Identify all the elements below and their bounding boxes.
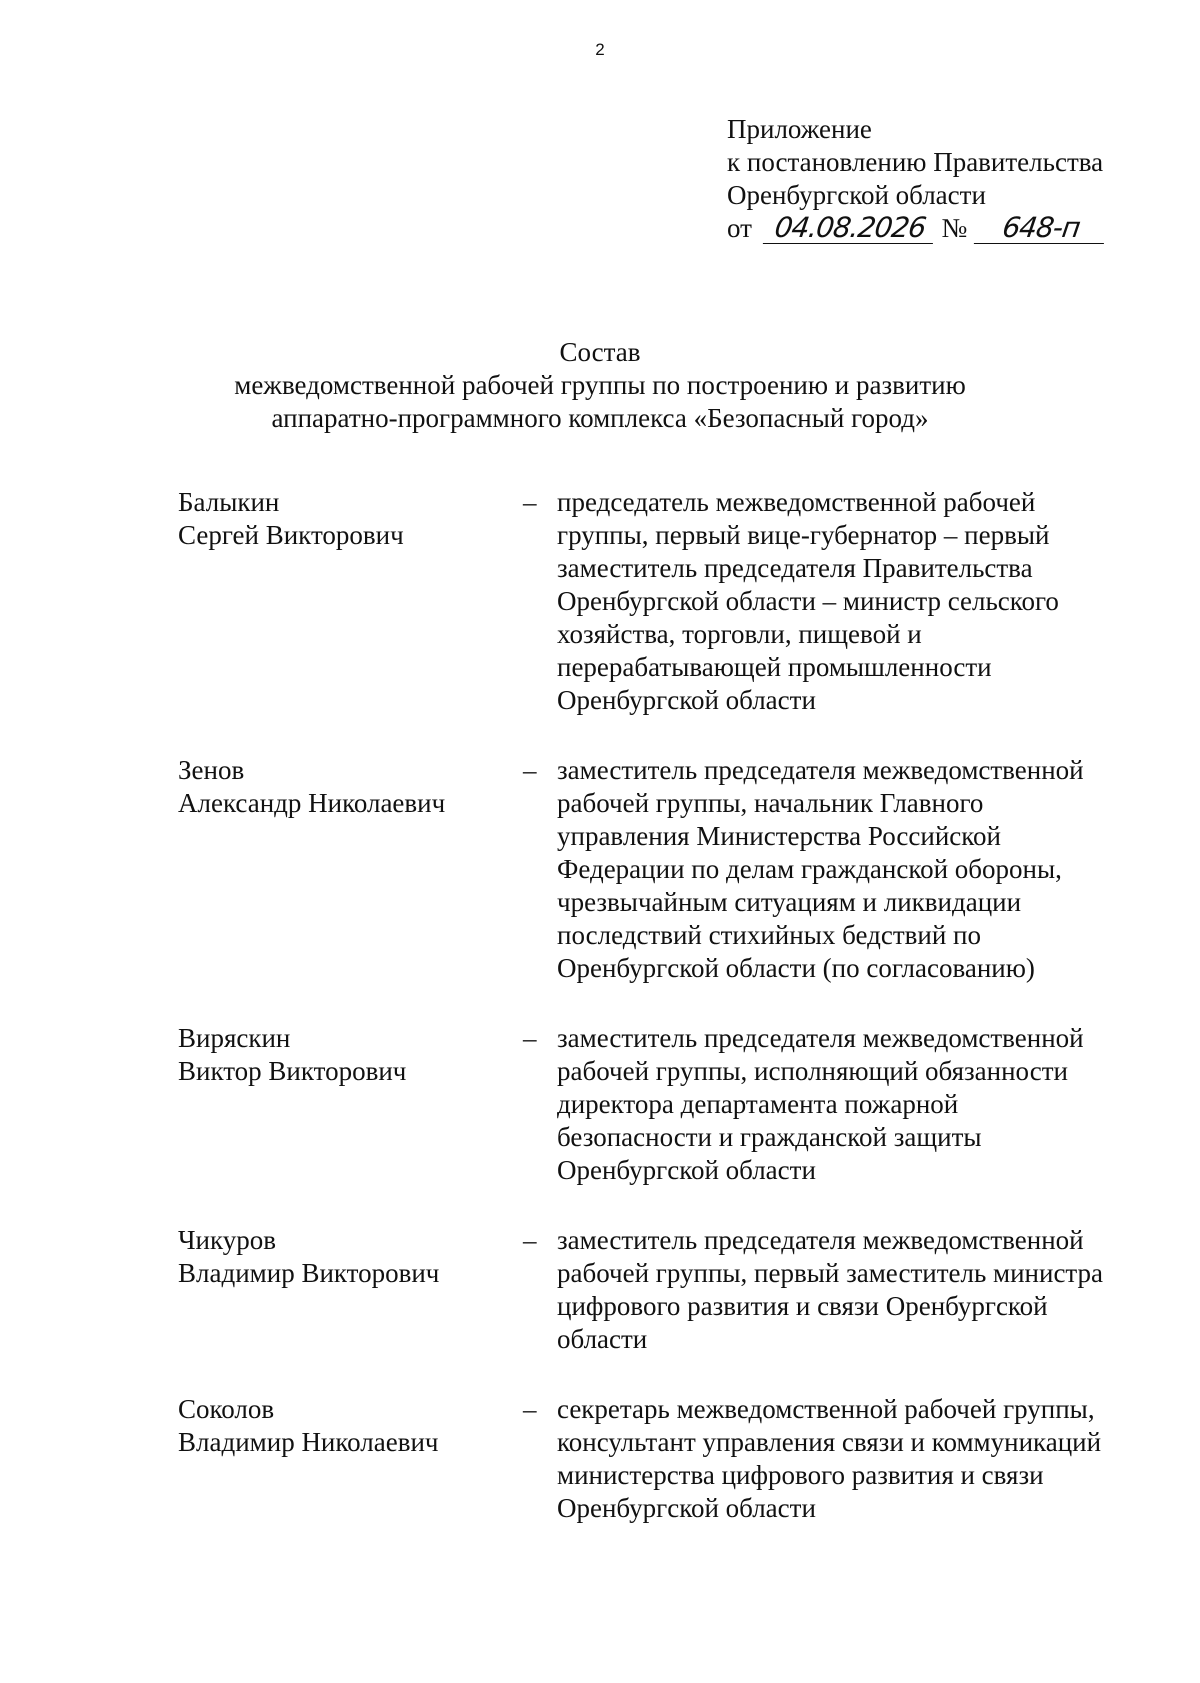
role-line: области bbox=[557, 1324, 648, 1354]
role-line: хозяйства, торговли, пищевой и bbox=[557, 619, 922, 649]
member-role bbox=[557, 1224, 1157, 1356]
member-given-names: Владимир Николаевич bbox=[178, 1427, 439, 1457]
title-line-1: Состав bbox=[559, 337, 641, 367]
member-given-names: Виктор Викторович bbox=[178, 1056, 407, 1086]
role-line: консультант управления связи и коммуникаций bbox=[557, 1427, 1102, 1457]
document-title bbox=[0, 336, 1200, 435]
role-line: Федерации по делам гражданской обороны, bbox=[557, 854, 1062, 884]
member-name bbox=[178, 1393, 498, 1459]
appendix-date-number-line bbox=[727, 212, 1106, 245]
role-line: чрезвычайным ситуациям и ликвидации bbox=[557, 887, 1022, 917]
member-dash: – bbox=[523, 755, 537, 785]
role-line: перерабатывающей промышленности bbox=[557, 652, 992, 682]
role-line: председатель межведомственной рабочей bbox=[557, 487, 1036, 517]
role-line: Оренбургской области (по согласованию) bbox=[557, 953, 1035, 983]
member-surname: Балыкин bbox=[178, 487, 280, 517]
role-line: последствий стихийных бедствий по bbox=[557, 920, 981, 950]
role-line: Оренбургской области bbox=[557, 1155, 816, 1185]
member-dash: – bbox=[523, 1023, 537, 1053]
member-dash: – bbox=[523, 487, 537, 517]
role-line: Оренбургской области bbox=[557, 685, 816, 715]
date-prefix: от bbox=[727, 213, 752, 243]
member-surname: Чикуров bbox=[178, 1225, 276, 1255]
member-name bbox=[178, 1022, 498, 1088]
appendix-region-line: Оренбургской области bbox=[727, 180, 986, 210]
title-line-3: аппаратно-программного комплекса «Безопасный город» bbox=[271, 403, 929, 433]
role-line: управления Министерства Российской bbox=[557, 821, 1001, 851]
member-given-names: Александр Николаевич bbox=[178, 788, 446, 818]
member-name bbox=[178, 1224, 498, 1290]
member-role bbox=[557, 1393, 1157, 1525]
role-line: директора департамента пожарной bbox=[557, 1089, 959, 1119]
title-line-2: межведомственной рабочей группы по построению и развитию bbox=[234, 370, 966, 400]
member-surname: Соколов bbox=[178, 1394, 275, 1424]
role-line: рабочей группы, начальник Главного bbox=[557, 788, 984, 818]
appendix-header bbox=[727, 113, 1106, 245]
number-prefix: № bbox=[941, 213, 968, 243]
role-line: заместитель председателя межведомственной bbox=[557, 1225, 1084, 1255]
member-surname: Зенов bbox=[178, 755, 245, 785]
role-line: цифрового развития и связи Оренбургской bbox=[557, 1291, 1048, 1321]
role-line: рабочей группы, первый заместитель министра bbox=[557, 1258, 1104, 1288]
member-dash: – bbox=[523, 1225, 537, 1255]
role-line: секретарь межведомственной рабочей группы, bbox=[557, 1394, 1095, 1424]
member-surname: Виряскин bbox=[178, 1023, 291, 1053]
role-line: заместитель председателя Правительства bbox=[557, 553, 1033, 583]
appendix-title: Приложение bbox=[727, 114, 872, 144]
role-line: заместитель председателя межведомственной bbox=[557, 755, 1084, 785]
member-name bbox=[178, 754, 498, 820]
role-line: Оренбургской области bbox=[557, 1493, 816, 1523]
appendix-resolution-line: к постановлению Правительства bbox=[727, 147, 1104, 177]
role-line: рабочей группы, исполняющий обязанности bbox=[557, 1056, 1068, 1086]
member-dash: – bbox=[523, 1394, 537, 1424]
role-line: Оренбургской области – министр сельского bbox=[557, 586, 1059, 616]
member-role bbox=[557, 754, 1157, 985]
role-line: безопасности и гражданской защиты bbox=[557, 1122, 982, 1152]
role-line: группы, первый вице-губернатор – первый bbox=[557, 520, 1050, 550]
member-role bbox=[557, 1022, 1157, 1187]
member-name bbox=[178, 486, 498, 552]
handwritten-number: 648-п bbox=[974, 213, 1108, 244]
member-given-names: Сергей Викторович bbox=[178, 520, 404, 550]
member-role bbox=[557, 486, 1157, 717]
role-line: министерства цифрового развития и связи bbox=[557, 1460, 1044, 1490]
handwritten-date: 04.08.2026 bbox=[763, 213, 937, 244]
role-line: заместитель председателя межведомственной bbox=[557, 1023, 1084, 1053]
page-number: 2 bbox=[595, 40, 605, 59]
member-given-names: Владимир Викторович bbox=[178, 1258, 440, 1288]
